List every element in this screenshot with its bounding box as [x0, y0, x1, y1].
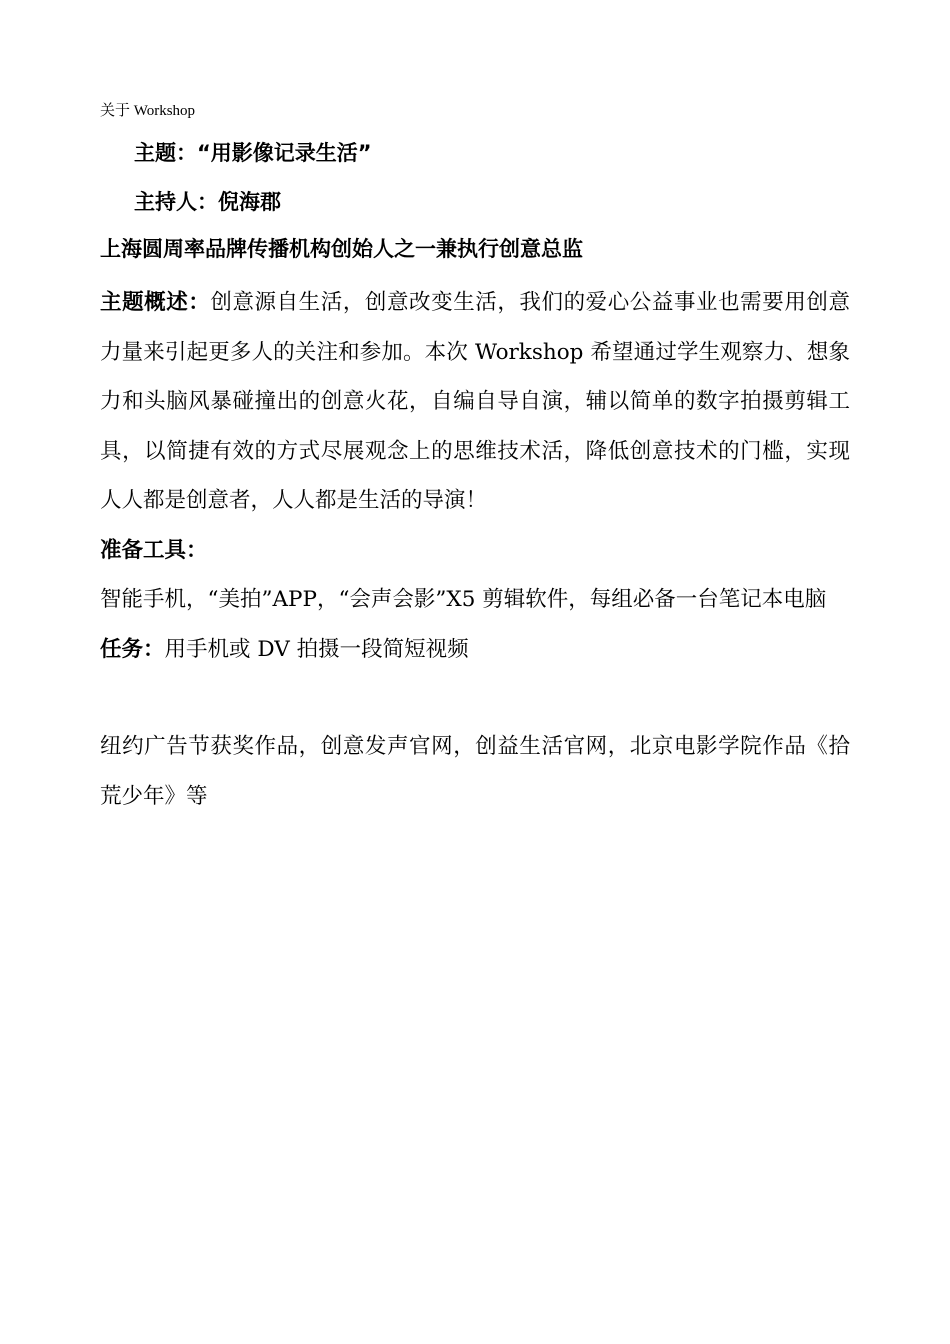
task-text: 用手机或 DV 拍摄一段简短视频 [164, 636, 469, 662]
task-label: 任务： [100, 636, 165, 662]
host-description: 上海圆周率品牌传播机构创始人之一兼执行创意总监 [100, 237, 583, 261]
document-page [100, 100, 850, 821]
task-paragraph [100, 625, 850, 675]
overview-text: 创意源自生活，创意改变生活，我们的爱心公益事业也需要用创意力量来引起更多人的关注和参加。本次 Workshop 希望通过学生观察力、想象力和头脑风暴碰撞出的创意火花，自编自导自演，辅以简单的数字拍摄剪辑工具，以简捷有效的方式尽展观念上的思维技术活，降低创意技术的门槛，实现人人都是创意者，人人都是生活的导演！ [100, 290, 850, 513]
works-paragraph: 纽约广告节获奖作品，创意发声官网，创益生活官网，北京电影学院作品《拾荒少年》等 [100, 734, 850, 809]
theme-line: 主题：“用影像记录生活” [134, 141, 372, 165]
document-header: 关于 Workshop [100, 103, 196, 119]
blank-line [100, 674, 850, 722]
host-line: 主持人：倪海郡 [134, 190, 281, 214]
overview-label: 主题概述： [100, 290, 211, 315]
tools-label: 准备工具： [100, 537, 208, 563]
overview-paragraph [100, 278, 850, 526]
tools-paragraph: 智能手机，“美拍”APP，“会声会影”X5 剪辑软件，每组必备一台笔记本电脑 [100, 587, 827, 612]
tools-heading [100, 526, 850, 576]
